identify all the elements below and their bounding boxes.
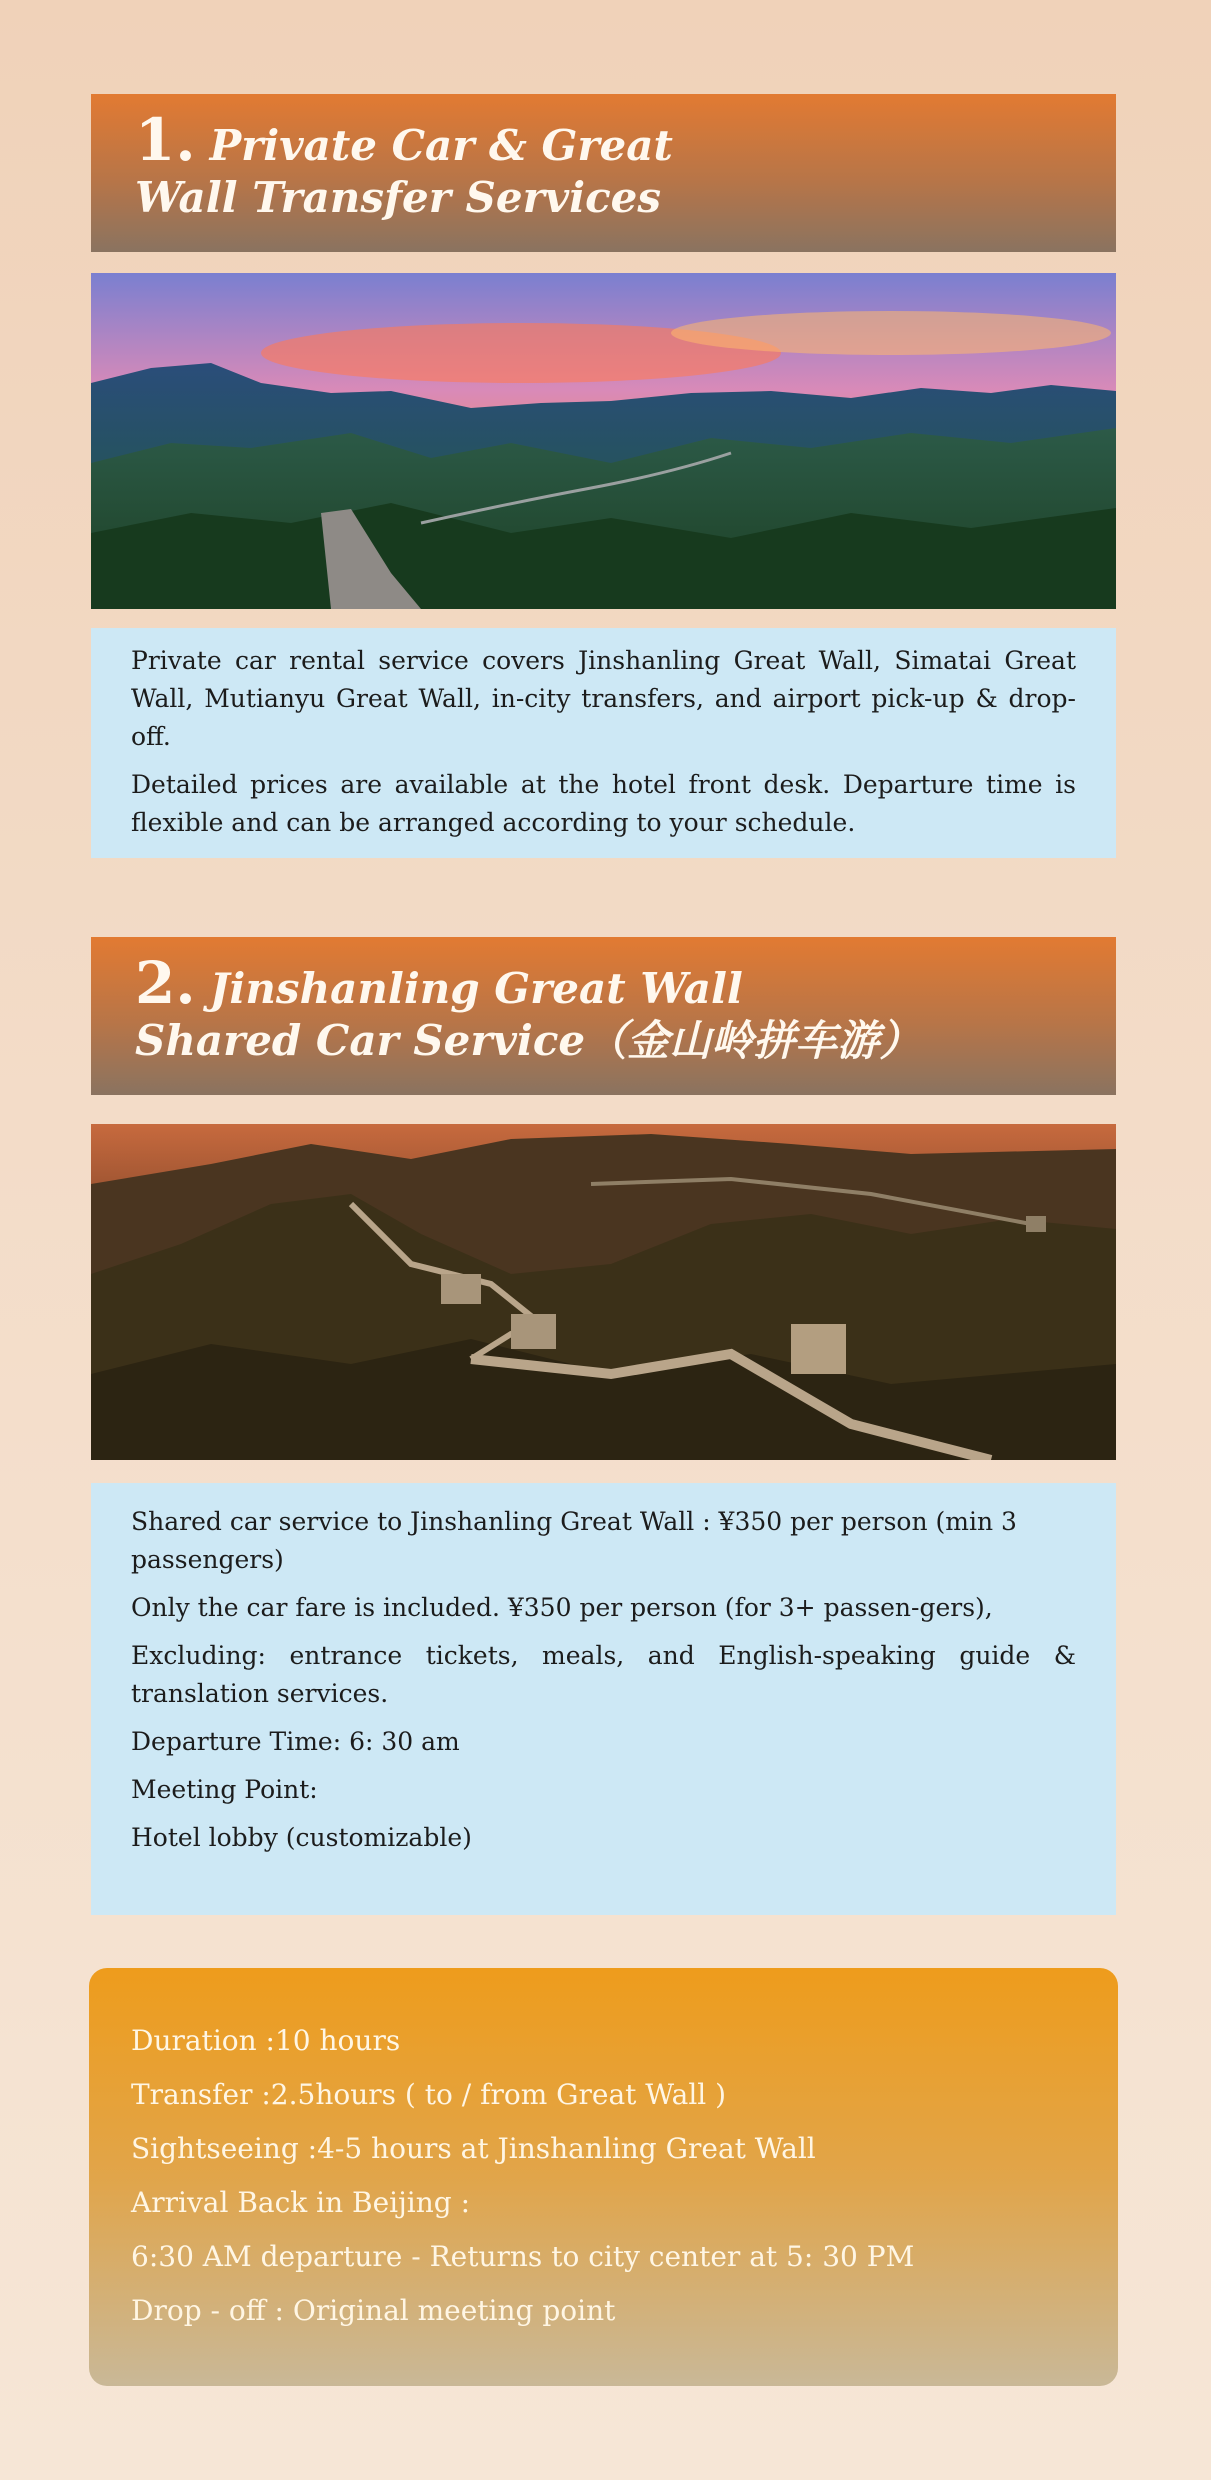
section2-info-box [91, 1483, 1116, 1915]
section2-title-line1: Jinshanling Great Wall [209, 964, 743, 1013]
itinerary-item: 6:30 AM departure - Returns to city center at 5: 30 PM [131, 2240, 915, 2273]
great-wall-dusk-photo [91, 1124, 1116, 1460]
section2-paragraph: Shared car service to Jinshanling Great Wall : ¥350 per person (min 3 passengers) [131, 1507, 1017, 1574]
section2-paragraph: Departure Time: 6: 30 am [131, 1727, 460, 1756]
section1-banner [91, 94, 1116, 252]
section2-title-line2: Shared Car Service（金山岭拼车游） [135, 1016, 922, 1065]
section1-title-line1: Private Car & Great [209, 121, 673, 170]
section1-title-line2: Wall Transfer Services [135, 173, 662, 222]
itinerary-item: Drop - off : Original meeting point [131, 2294, 616, 2327]
section1-paragraph: Detailed prices are available at the hotel front desk. Departure time is flexible and can be arranged according to your schedule. [131, 770, 1076, 837]
section1-paragraph: Private car rental service covers Jinshanling Great Wall, Simatai Great Wall, Mutianyu Great Wall, in-city transfers, and airport pick-up & drop-off. [131, 646, 1076, 751]
section1-info-box [91, 628, 1116, 858]
section2-number: 2. [135, 949, 196, 1017]
section2-paragraph: Hotel lobby (customizable) [131, 1823, 472, 1852]
section2-banner [91, 937, 1116, 1095]
itinerary-item: Arrival Back in Beijing : [131, 2186, 471, 2219]
section2-paragraph: Excluding: entrance tickets, meals, and English-speaking guide & translation services. [131, 1641, 1076, 1708]
itinerary-item: Sightseeing :4-5 hours at Jinshanling Great Wall [131, 2132, 816, 2165]
great-wall-sunset-photo [91, 273, 1116, 609]
section2-paragraph: Only the car fare is included. ¥350 per person (for 3+ passen-gers), [131, 1593, 993, 1622]
itinerary-box [89, 1968, 1118, 2386]
section1-number: 1. [135, 106, 196, 174]
itinerary-item: Duration :10 hours [131, 2024, 401, 2057]
section2-paragraph: Meeting Point: [131, 1775, 318, 1804]
itinerary-item: Transfer :2.5hours ( to / from Great Wall ) [131, 2078, 727, 2111]
